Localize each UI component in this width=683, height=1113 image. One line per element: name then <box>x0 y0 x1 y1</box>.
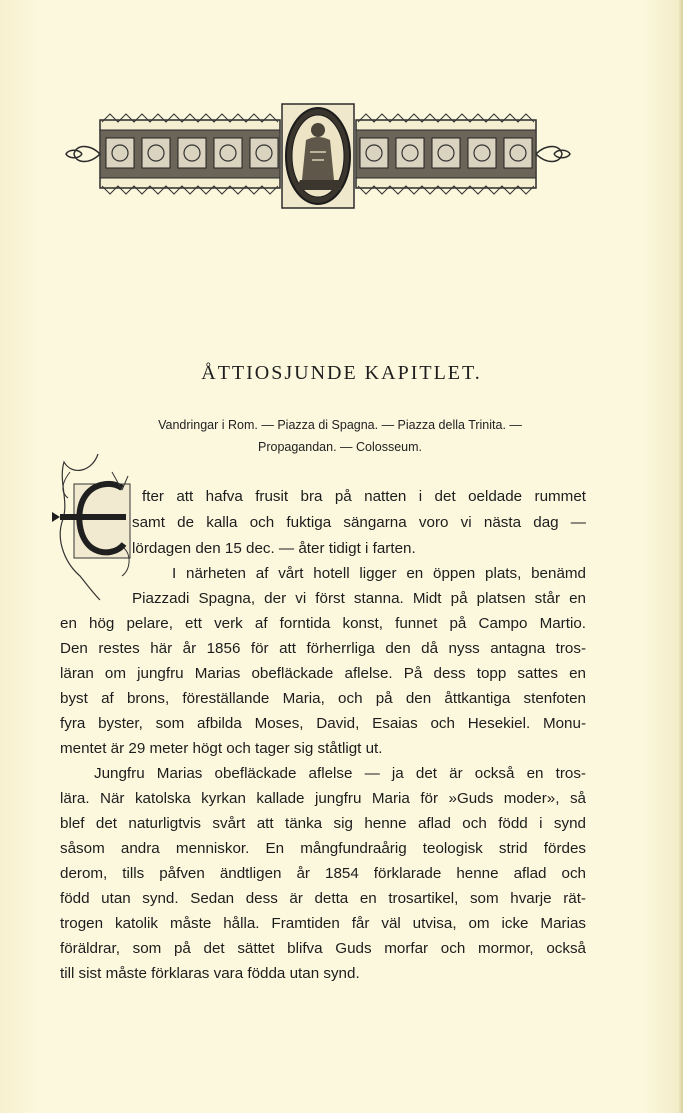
page-edge <box>679 0 683 1113</box>
body-line: Den restes här år 1856 för att förherrliga den då nyss antagna tros- <box>60 640 586 657</box>
body-line: född utan synd. Sedan dess är detta en trosartikel, som hvarje rät- <box>60 890 586 907</box>
body-line: blef det naturligtvis svårt att tänka sig henne aflad och född i synd <box>60 815 586 832</box>
banner-right-panel <box>356 114 570 194</box>
body-line: till sist måste förklaras vara födda utan synd. <box>60 965 360 982</box>
decorative-drop-capital <box>52 452 144 602</box>
chapter-title: ÅTTIOSJUNDE KAPITLET. <box>201 362 482 384</box>
body-line: såsom andra menniskor. En mångfundraårig teologisk strid fördes <box>60 840 586 857</box>
body-line: samt de kalla och fuktiga sängarna voro vi nästa dag — <box>132 514 586 531</box>
body-line: Jungfru Marias obefläckade aflelse — ja det är också en tros- <box>94 765 586 782</box>
body-line: mentet är 29 meter högt och tager sig ståtligt ut. <box>60 740 383 757</box>
body-line: trogen katolik måste hålla. Framtiden får väl utvisa, om icke Marias <box>60 915 586 932</box>
body-line: I närheten af vårt hotell ligger en öppen plats, benämd <box>172 565 586 582</box>
chapter-summary-line: Vandringar i Rom. — Piazza di Spagna. — Piazza della Trinita. — <box>158 418 522 432</box>
chapter-summary <box>80 414 600 458</box>
body-line: en hög pelare, ett verk af forntida konst, funnet på Campo Martio. <box>60 615 586 632</box>
body-line: fter att hafva frusit bra på natten i det oeldade rummet <box>142 488 586 505</box>
body-line: derom, tills påfven ändtligen år 1854 förklarade henne aflad och <box>60 865 586 882</box>
body-line: fyra byster, som afbilda Moses, David, Esaias och Hesekiel. Monu- <box>60 715 586 732</box>
banner-left-panel <box>66 114 280 194</box>
body-line: föräldrar, som på det sättet blifva Guds morfar och mormor, också <box>60 940 586 957</box>
body-line: läran om jungfru Marias obefläckade aflelse. På dess topp sattes en <box>60 665 586 682</box>
body-line: byst af brons, föreställande Maria, och på den åttkantiga stenfoten <box>60 690 586 707</box>
ornamental-header-banner <box>62 100 574 210</box>
body-line: lördagen den 15 dec. — åter tidigt i farten. <box>132 540 416 557</box>
body-line: lära. När katolska kyrkan kallade jungfru Maria för »Guds moder», så <box>60 790 586 807</box>
chapter-summary-line: Propagandan. — Colosseum. <box>258 440 422 454</box>
banner-medallion <box>282 104 354 208</box>
body-line: Piazzadi Spagna, der vi först stanna. Midt på platsen står en <box>132 590 586 607</box>
